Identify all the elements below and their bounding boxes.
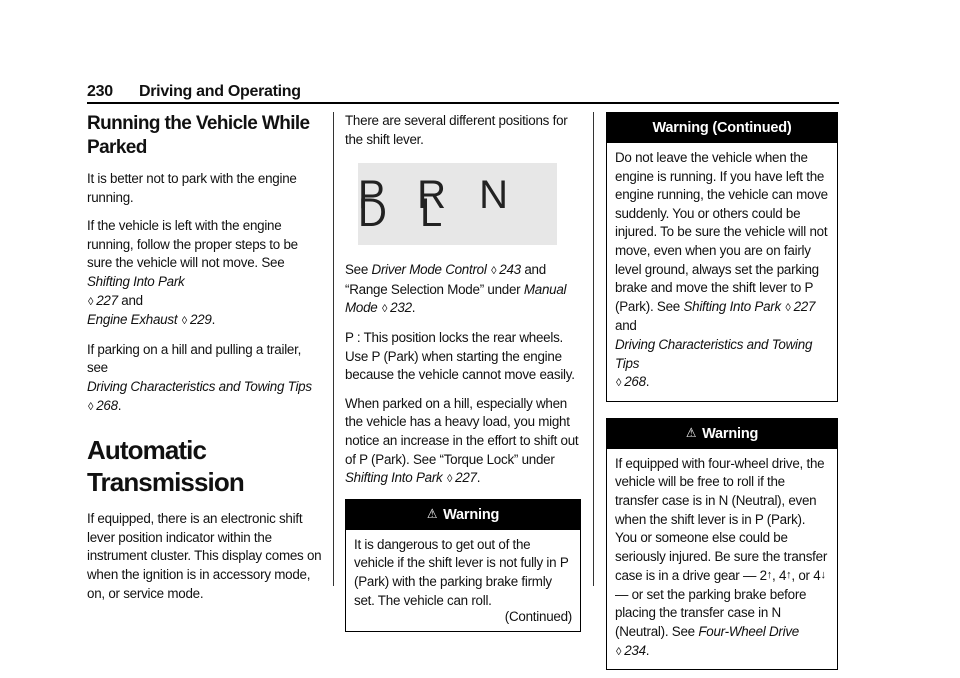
paragraph-positions: There are several different positions for the shift lever. xyxy=(345,113,568,147)
prndl-letters: P R N D L xyxy=(358,172,519,236)
down-arrow-icon: ↓ xyxy=(820,569,826,582)
column-3 xyxy=(606,112,838,670)
column-2 xyxy=(345,112,581,632)
ref-manual-mode[interactable]: Manual Mode xyxy=(345,281,567,316)
column-divider-1 xyxy=(333,112,334,586)
page-ref-icon: ◊ xyxy=(381,303,388,316)
paragraph-better-not: It is better not to park with the engine running. xyxy=(87,171,297,205)
warning-box-park xyxy=(345,499,581,632)
page-link[interactable]: 227 xyxy=(96,292,118,308)
warning-icon: ⚠ xyxy=(685,424,697,440)
up-arrow-icon: ↑ xyxy=(786,569,792,582)
warning-header: Warning (Continued) xyxy=(607,113,837,143)
page-ref-icon: ◊ xyxy=(88,295,94,308)
ref-driving-characteristics[interactable]: Driving Characteristics and Towing Tips xyxy=(87,378,312,394)
warning-icon: ⚠ xyxy=(426,505,438,521)
up-arrow-icon: ↑ xyxy=(766,569,773,582)
warning-body: It is dangerous to get out of the vehicle if the shift lever is not fully in P (Park) with the parking brake firmly set. The vehicle can roll. (Continued) xyxy=(346,530,580,631)
park-label: P : xyxy=(345,329,361,345)
page-link[interactable]: 227 xyxy=(793,298,816,314)
ref-shifting-into-park[interactable]: Shifting Into Park xyxy=(87,273,185,289)
paragraph-see-driver-mode: See Driver Mode Control ◊ 243 and “Range Selection Mode” under Manual Mode ◊ 232. xyxy=(345,262,567,316)
page-ref-icon: ◊ xyxy=(785,301,791,314)
page-link[interactable]: 234 xyxy=(624,642,646,658)
column-1 xyxy=(87,112,323,613)
continued-label: (Continued) xyxy=(504,609,572,625)
paragraph-torque-lock: When parked on a hill, especially when the vehicle has a heavy load, you might notice an increase in the effort to shift out of P (Park). See “Torque Lock” under Shifting Into Park ◊ 227. xyxy=(345,395,579,486)
page-number: 230 xyxy=(87,83,113,100)
section-title: Driving and Operating xyxy=(139,83,301,100)
page-ref-icon: ◊ xyxy=(181,315,187,328)
warning-box-continued xyxy=(606,112,838,402)
page-ref-icon: ◊ xyxy=(446,473,453,486)
page-link[interactable]: 232 xyxy=(390,300,412,316)
page-link[interactable]: 227 xyxy=(455,470,477,486)
header-rule xyxy=(87,102,839,104)
warning-header: ⚠ Warning xyxy=(346,500,580,530)
ref-four-wheel-drive[interactable]: Four-Wheel Drive xyxy=(698,624,800,640)
paragraph-engine-running: If the vehicle is left with the engine running, follow the proper steps to be sure the vehicle will not move. See Shifting Into Park ◊ 227 and Engine Exhaust ◊ 229. xyxy=(87,218,298,328)
column-divider-2 xyxy=(593,112,594,586)
warning-box-four-wheel xyxy=(606,418,838,671)
page-ref-icon: ◊ xyxy=(491,265,497,278)
ref-driving-characteristics[interactable]: Driving Characteristics and Towing Tips xyxy=(615,336,813,371)
page-ref-icon: ◊ xyxy=(616,645,622,658)
paragraph-park-position: P : This position locks the rear wheels. Use P (Park) when starting the engine because the vehicle cannot move easily. xyxy=(345,329,575,383)
page-link[interactable]: 268 xyxy=(96,397,118,413)
heading-running-parked: Running the Vehicle While Parked xyxy=(87,113,310,158)
warning-body: If equipped with four-wheel drive, the vehicle will be free to roll if the transfer case is in N (Neutral), even when the shift lever is in P (Park). You or someone else could be seriously injured. Be sure the transfer case is in a drive gear — 2↑, 4↑, or 4↓ — or set the parking brake before placing the transfer case in N (Neutral). See Four-Wheel Drive ◊ 234. xyxy=(615,455,828,658)
page-ref-icon: ◊ xyxy=(88,400,94,413)
warning-header: ⚠ Warning xyxy=(607,419,837,449)
prndl-display-image xyxy=(358,163,557,245)
page-link[interactable]: 268 xyxy=(624,374,646,390)
warning-body: Do not leave the vehicle when the engine is running. If you have left the engine running, the vehicle can move suddenly. You or others could be injured. To be sure the vehicle will not move, even when you are on fairly level ground, always set the parking brake and move the shift lever to P (Park). See Shifting Into Park ◊ 227 and Driving Characteristics and Towing Tips ◊ 268. xyxy=(615,150,828,390)
paragraph-hill-trailer: If parking on a hill and pulling a trailer, see Driving Characteristics and Towing Tips ◊ 268. xyxy=(87,341,312,413)
page-link[interactable]: 229 xyxy=(189,312,212,328)
ref-shifting-into-park[interactable]: Shifting Into Park xyxy=(683,298,781,314)
paragraph-shift-indicator: If equipped, there is an electronic shift lever position indicator within the instrument cluster. This display comes on when the ignition is in accessory mode, on, or service mode. xyxy=(87,511,322,601)
ref-engine-exhaust[interactable]: Engine Exhaust xyxy=(87,312,178,328)
ref-shifting-into-park[interactable]: Shifting Into Park xyxy=(345,470,443,486)
page-link[interactable]: 243 xyxy=(499,262,521,278)
heading-automatic-transmission: Automatic Transmission xyxy=(87,435,244,498)
ref-driver-mode-control[interactable]: Driver Mode Control xyxy=(371,262,487,278)
page-ref-icon: ◊ xyxy=(616,377,622,390)
